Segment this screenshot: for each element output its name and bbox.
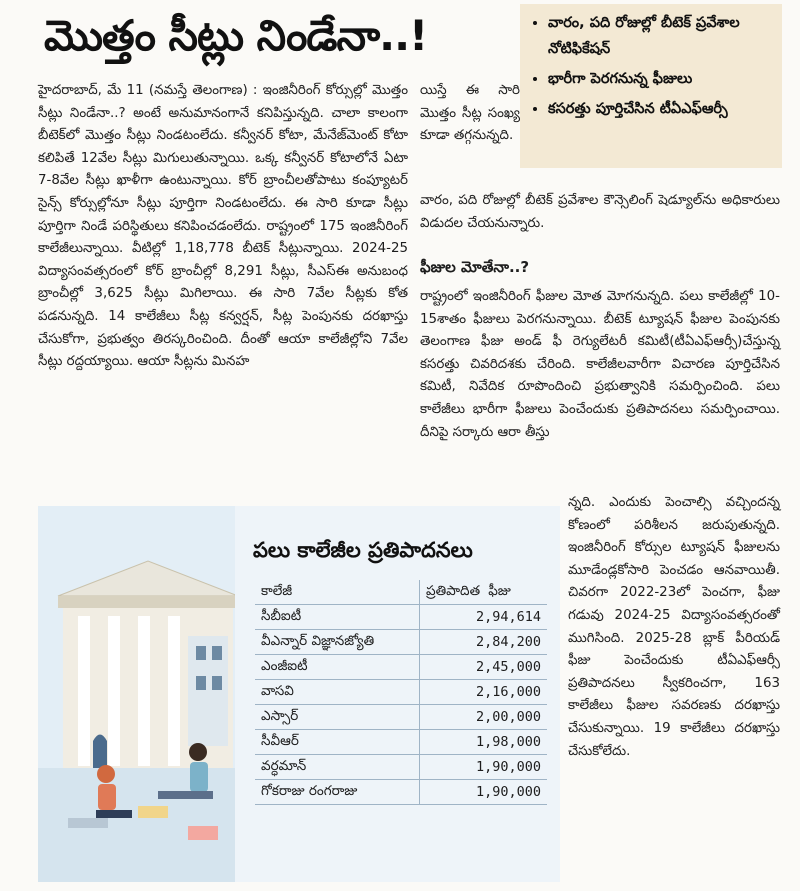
highlight-item: • వారం, పది రోజుల్లో బీటెక్ ప్రవేశాల నోటిఫికేషన్ <box>548 10 772 62</box>
table-row <box>255 730 547 755</box>
article-column-4 <box>420 286 780 444</box>
college-name: వాసవి <box>255 680 419 705</box>
table-row <box>255 605 547 630</box>
highlights-box <box>520 4 782 168</box>
college-name: ఎస్సార్ <box>255 705 419 730</box>
body-text: న్నది. ఎందుకు పెంచాల్సి వచ్చిందన్న కోణంలో పరిశీలన జరుపుతున్నది. ఇంజినీరింగ్ కోర్సుల ట్యూషన్ ఫీజులను మూడేండ్లకోసారి పెంచడం ఆనవాయితీ. చివరగా 2022-23లో పెంచగా, ఫీజు గడువు 2024-25 విద్యాసంవత్సరంతో ముగిసింది. 2025-28 బ్లాక్ పీరియడ్ ఫీజు పెంచేందుకు టీఏఎఫ్ఆర్సీ ప్రతిపాదనలు స్వీకరించగా, 163 కాలేజీలు ఫీజుల సవరణకు దరఖాస్తు చేసుకున్నాయి. 19 కాలేజీలు దరఖాస్తు చేసుకోలేదు. <box>568 495 780 759</box>
table-header-row <box>255 580 547 605</box>
table-row <box>255 655 547 680</box>
table-row <box>255 680 547 705</box>
college-illustration <box>38 506 235 882</box>
proposed-fee: 1,90,000 <box>419 755 547 780</box>
college-name: గోకరాజు రంగరాజు <box>255 780 419 805</box>
article-column-2 <box>420 80 520 148</box>
body-text: హైదరాబాద్, మే 11 (నమస్తే తెలంగాణ) : ఇంజినీరింగ్ కోర్సుల్లో మొత్తం సీట్లు నిండేనా..? అంటే అనుమానంగానే కనిపిస్తున్నది. చాలా కాలంగా బీటెక్‌లో మొత్తం సీట్లు నిండటంలేదు. కన్వీనర్ కోటా, మేనేజ్‌మెంట్ కోటా కలిపితే 12వేల సీట్లు మిగులుతున్నాయి. ఒక్క కన్వీనర్ కోటాలోనే ఏటా 7-8వేల సీట్లు ఖాళీగా ఉంటున్నాయి. కోర్ బ్రాంచీలతోపాటు కంప్యూటర్ సైన్స్ కోర్సుల్లోనూ సీట్లు పూర్తిగా నిండటంలేదు. ఈ సారి కూడా సీట్లు పూర్తిగా నిండే పరిస్థితులు కనిపించడంలేదు. రాష్ట్రంలో 175 ఇంజినీరింగ్ కాలేజీలున్నాయి. వీటిల్లో 1,18,778 బీటెక్ సీట్లున్నాయి. 2024-25 విద్యాసంవత్సరంలో కోర్ బ్రాంచీల్లో 8,291 సీట్లు, సీఎస్ఈ అనుబంధ బ్రాంచీల్లో 3,625 సీట్లు మిగిలాయి. ఈ సారి 7వేల సీట్లకు కోత పడనున్నది. 14 కాలేజీలు సీట్ల కన్వర్షన్, సీట్ల పెంపునకు దరఖాస్తు చేసుకోగా, ప్రభుత్వం తిరస్కరించింది. దీంతో ఆయా కాలేజీల్లోని 7వేల సీట్లు రద్దయ్యాయి. ఆయా సీట్లను మినహ <box>38 83 408 370</box>
body-text: యిస్తే ఈ సారి మొత్తం సీట్ల సంఖ్య కూడా తగ్గనున్నది. <box>420 83 520 144</box>
proposed-fee: 2,00,000 <box>419 705 547 730</box>
proposed-fee: 2,16,000 <box>419 680 547 705</box>
fee-proposals-panel <box>235 506 560 882</box>
body-text: వారం, పది రోజుల్లో బీటెక్ ప్రవేశాల కౌన్సెలింగ్ షెడ్యూల్‌ను అధికారులు విడుదల చేయనున్నారు. <box>420 193 780 231</box>
highlight-item: • భారీగా పెరగనున్న ఫీజులు <box>548 66 772 92</box>
college-name: వర్ధమాన్ <box>255 755 419 780</box>
column-header-fee: ప్రతిపాదిత ఫీజు <box>419 580 547 605</box>
article-column-5 <box>568 492 780 763</box>
college-name: వీఎన్నార్ విజ్ఞానజ్యోతి <box>255 630 419 655</box>
proposed-fee: 2,45,000 <box>419 655 547 680</box>
article-column-1 <box>38 80 408 374</box>
table-row <box>255 780 547 805</box>
headline: మొత్తం సీట్లు నిండేనా..! <box>44 11 428 60</box>
proposed-fee: 1,98,000 <box>419 730 547 755</box>
table-row <box>255 630 547 655</box>
article-column-3 <box>420 190 780 235</box>
column-header-college: కాలేజీ <box>255 580 419 605</box>
highlight-item: • కసరత్తు పూర్తిచేసిన టీఏఎఫ్ఆర్సీ <box>548 96 772 122</box>
proposed-fee: 2,94,614 <box>419 605 547 630</box>
fee-table <box>255 580 547 805</box>
subheading: ఫీజుల మోతేనా..? <box>420 258 530 276</box>
college-name: సీబీఐటీ <box>255 605 419 630</box>
body-text: రాష్ట్రంలో ఇంజినీరింగ్ ఫీజుల మోత మోగనున్నది. పలు కాలేజీల్లో 10-15శాతం ఫీజులు పెరగనున్నాయి. బీటెక్ ట్యూషన్ ఫీజుల పెంపునకు తెలంగాణ ఫీజు అండ్ ఫీ రెగ్యులేటరీ కమిటీ(టీఏఎఫ్ఆర్సీ)చేస్తున్న కసరత్తు చివరిదశకు చేరింది. కాలేజీలవారీగా విచారణ పూర్తిచేసిన కమిటీ, నివేదిక రూపొందించి ప్రభుత్వానికి సమర్పించింది. పలు కాలేజీలు భారీగా ఫీజులు పెంచేందుకు ప్రతిపాదనలు సమర్పించాయి. దీనిపై సర్కారు ఆరా తీస్తు <box>420 289 780 440</box>
table-row <box>255 755 547 780</box>
proposed-fee: 1,90,000 <box>419 780 547 805</box>
table-title: పలు కాలేజీల ప్రతిపాదనలు <box>253 538 473 562</box>
college-name: సీవీఆర్ <box>255 730 419 755</box>
proposed-fee: 2,84,200 <box>419 630 547 655</box>
college-building-illustration <box>38 506 235 882</box>
college-name: ఎంజీఐటీ <box>255 655 419 680</box>
table-row <box>255 705 547 730</box>
